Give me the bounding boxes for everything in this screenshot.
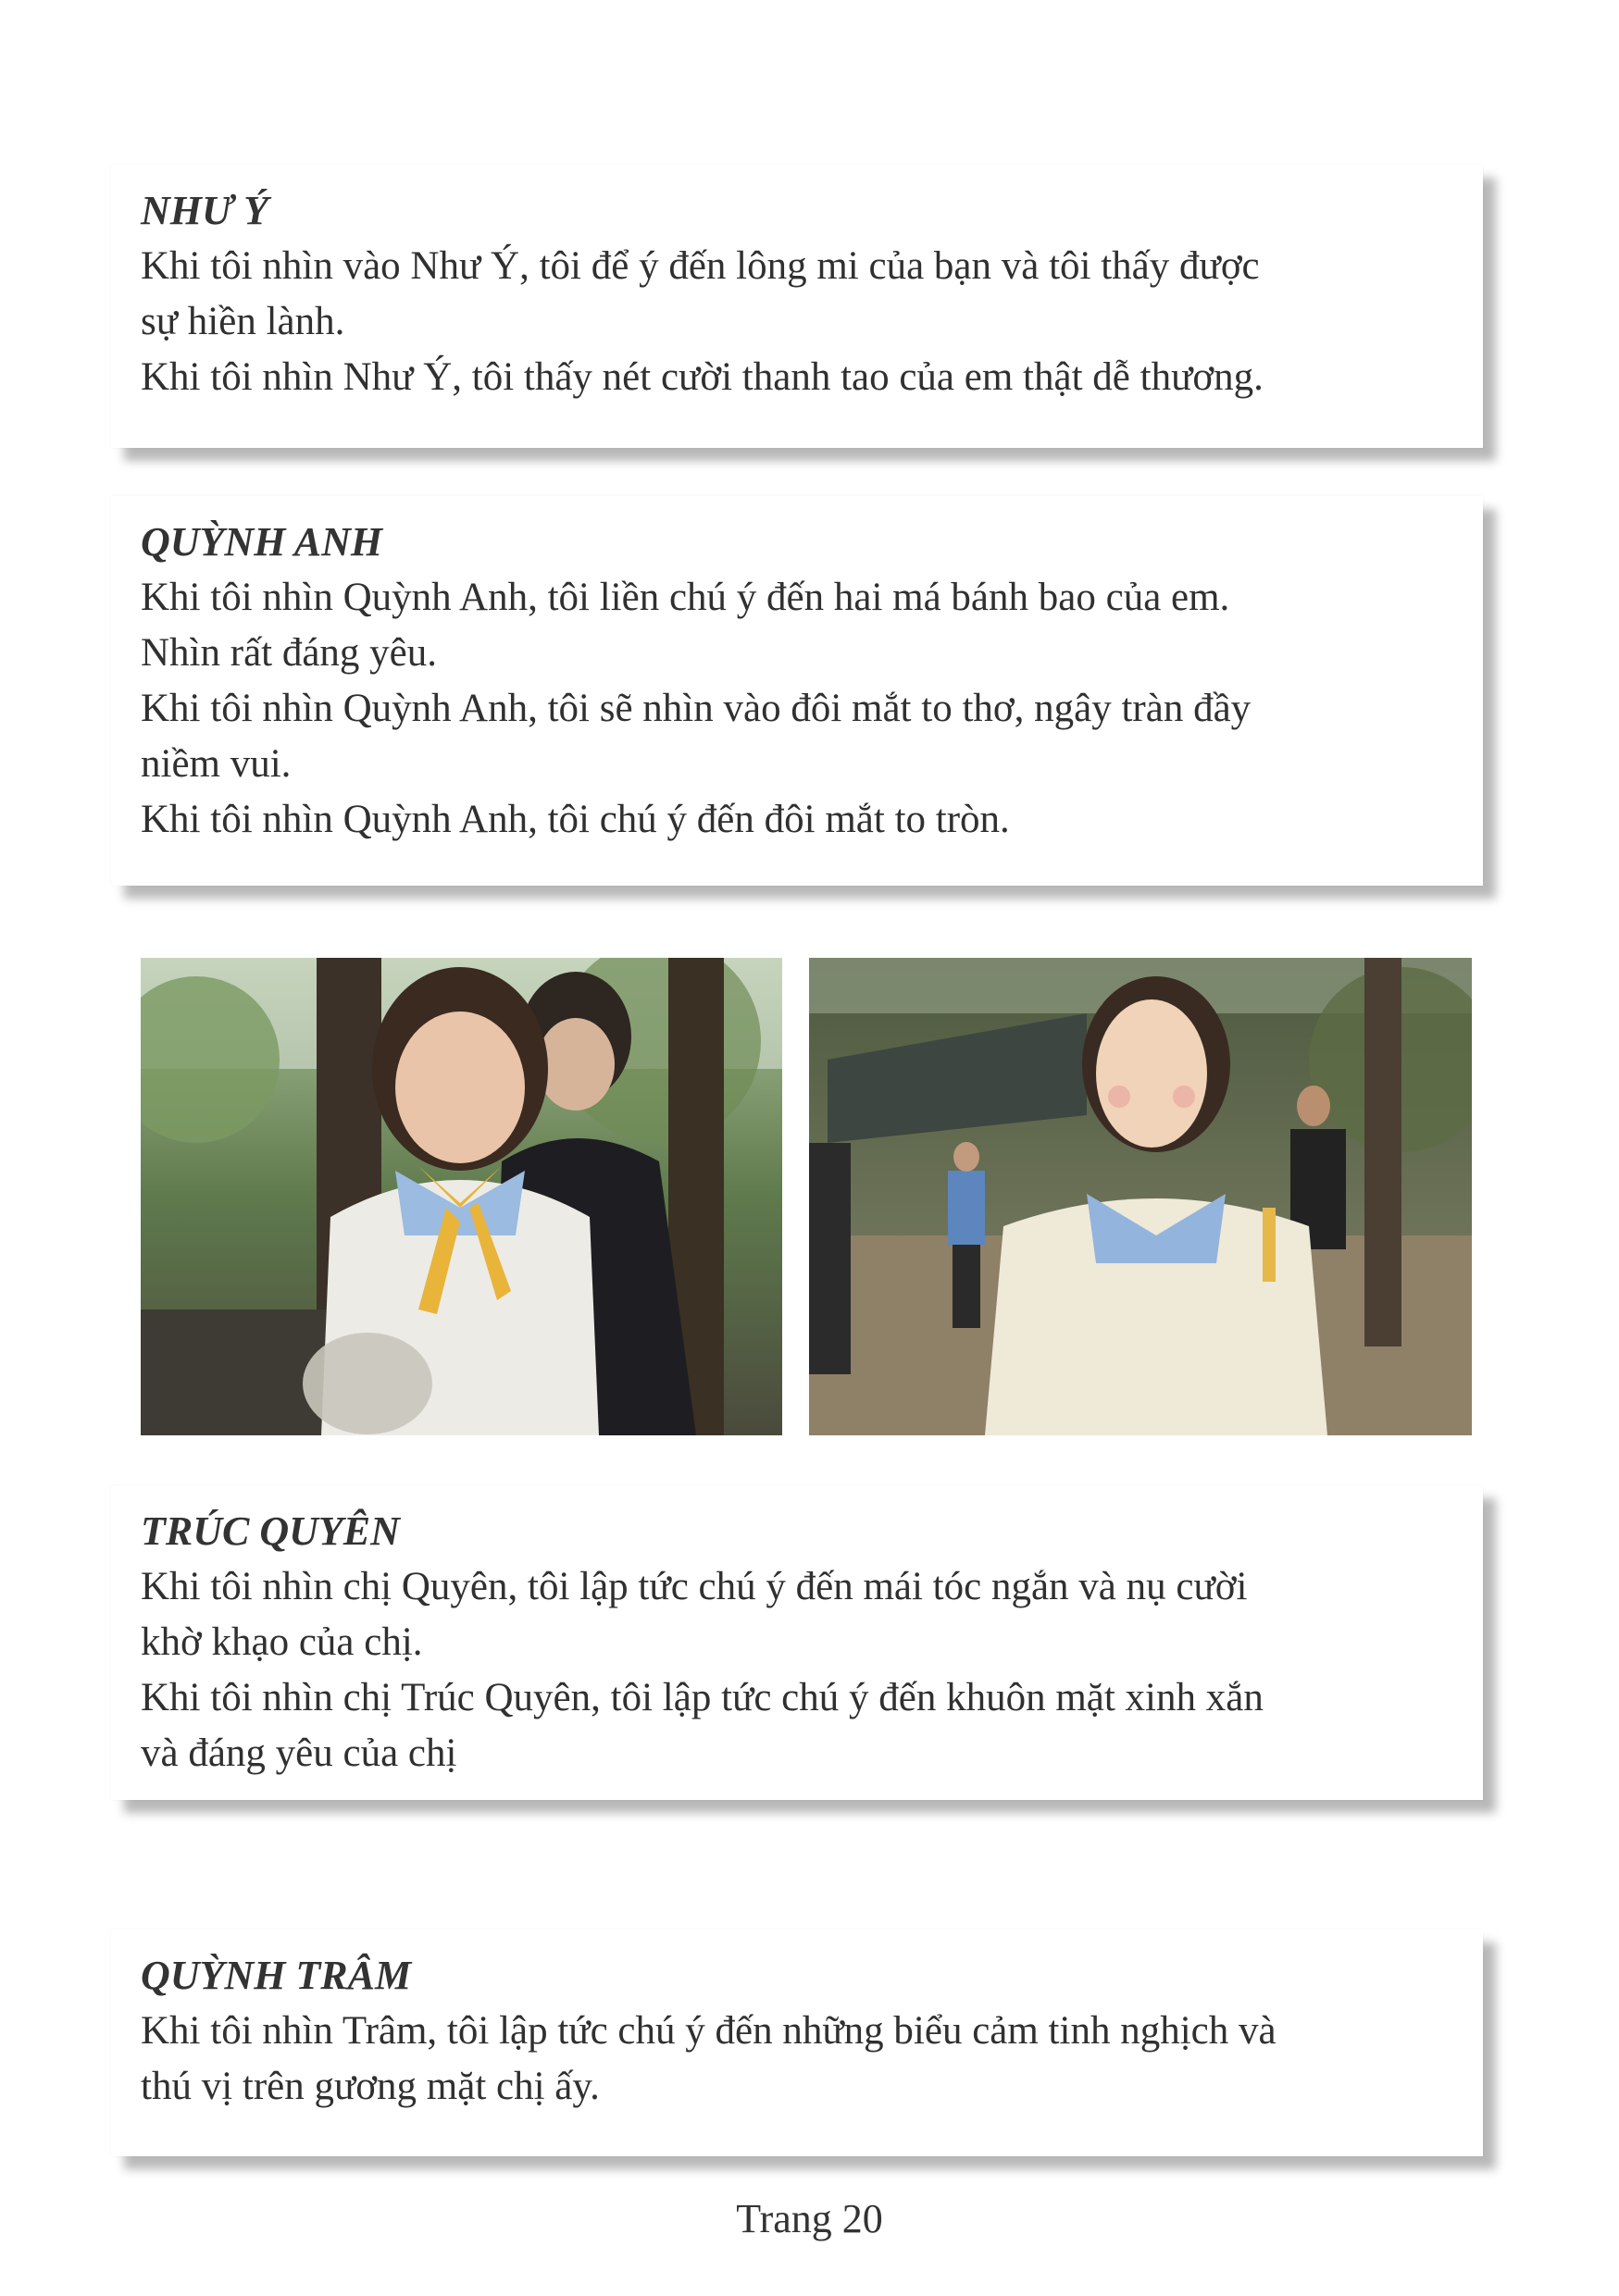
text-line: khờ khạo của chị. <box>141 1620 423 1664</box>
section-title: QUỲNH ANH <box>141 519 383 565</box>
text-line: thú vị trên gương mặt chị ấy. <box>141 2065 600 2108</box>
text-line: Khi tôi nhìn Như Ý, tôi thấy nét cười thanh tao của em thật dễ thương. <box>141 355 1264 399</box>
section-card-nhu-y <box>111 165 1483 448</box>
text-line: sự hiền lành. <box>141 300 345 343</box>
section-card-quynh-tram <box>111 1930 1483 2156</box>
photo-masked-girl <box>809 958 1472 1435</box>
photo-smiling-girl <box>141 958 782 1435</box>
text-line: niềm vui. <box>141 742 292 786</box>
text-line: Khi tôi nhìn Trâm, tôi lập tức chú ý đến những biểu cảm tinh nghịch và <box>141 2009 1277 2053</box>
text-line: Nhìn rất đáng yêu. <box>141 631 438 675</box>
section-title: NHƯ Ý <box>141 188 268 233</box>
section-title: TRÚC QUYÊN <box>141 1508 400 1554</box>
section-card-quynh-anh <box>111 496 1483 886</box>
text-line: Khi tôi nhìn vào Như Ý, tôi để ý đến lông mi của bạn và tôi thấy được <box>141 244 1260 288</box>
text-line: Khi tôi nhìn chị Trúc Quyên, tôi lập tức chú ý đến khuôn mặt xinh xắn <box>141 1676 1264 1719</box>
section-title: QUỲNH TRÂM <box>141 1953 412 1998</box>
text-line: Khi tôi nhìn Quỳnh Anh, tôi sẽ nhìn vào đôi mắt to thơ, ngây tràn đầy <box>141 687 1252 730</box>
text-line: và đáng yêu của chị <box>141 1731 457 1775</box>
text-line: Khi tôi nhìn Quỳnh Anh, tôi chú ý đến đôi mắt to tròn. <box>141 798 1010 841</box>
section-card-truc-quyen <box>111 1485 1483 1800</box>
text-line: Khi tôi nhìn chị Quyên, tôi lập tức chú ý đến mái tóc ngắn và nụ cười <box>141 1565 1248 1608</box>
page-number: Trang 20 <box>736 2196 883 2241</box>
text-line: Khi tôi nhìn Quỳnh Anh, tôi liền chú ý đến hai má bánh bao của em. <box>141 576 1230 619</box>
